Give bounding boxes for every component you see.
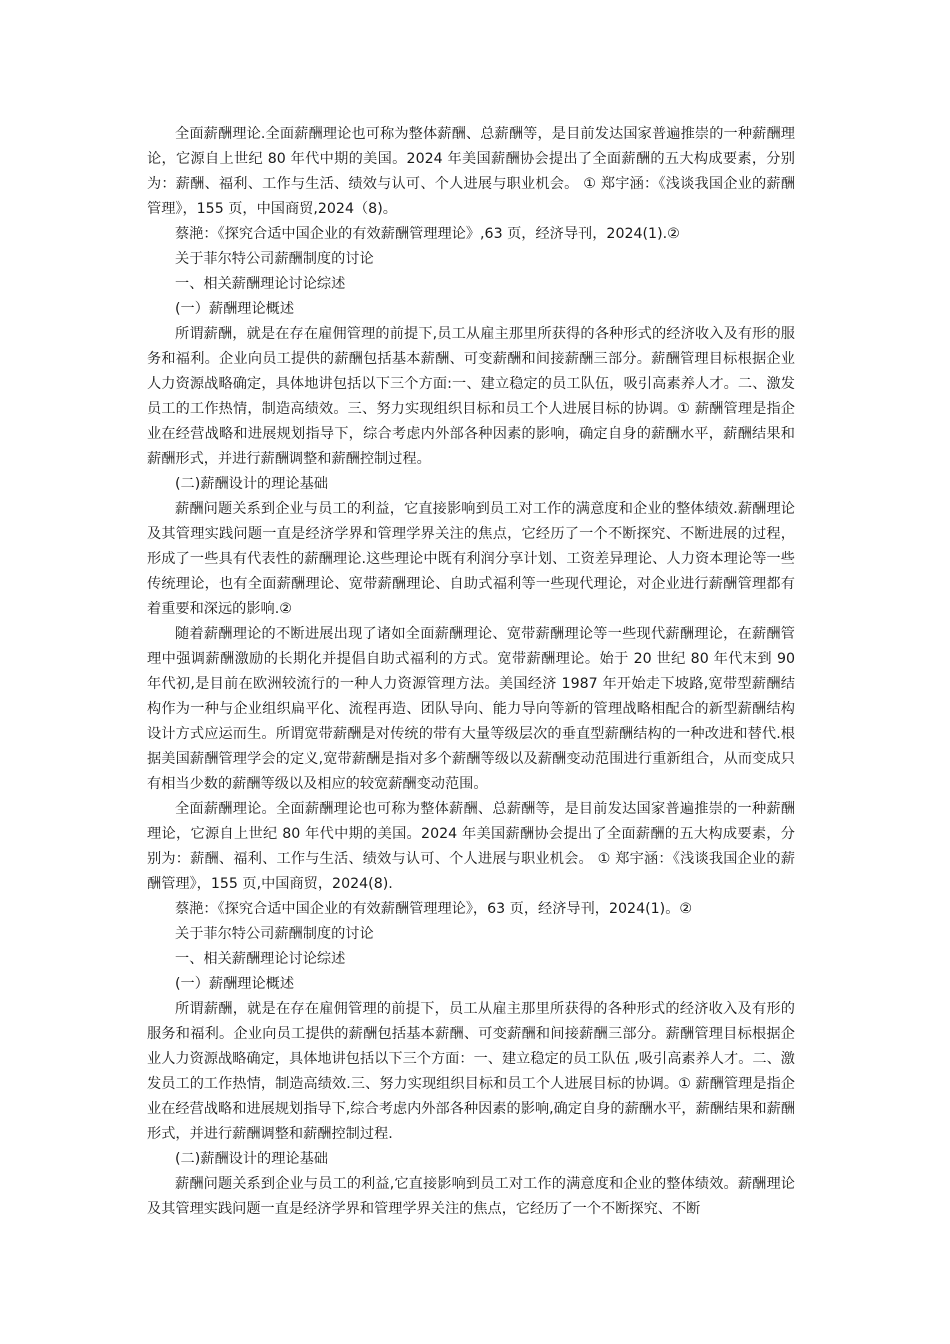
section-heading: 一、相关薪酬理论讨论综述 <box>175 951 346 967</box>
subsection-heading: (一）薪酬理论概述 <box>175 301 295 317</box>
paragraph: 随着薪酬理论的不断进展出现了诸如全面薪酬理论、宽带薪酬理论等一些现代薪酬理论，在薪酬管理中强调薪酬激励的长期化并提倡自助式福利的方式。宽带薪酬理论。始于 20 世纪 80 年代末到 90 年代初,是目前在欧洲较流行的一种人力资源管理方法。美国经济 1987 年开始走下坡路,宽带型薪酬结构作为一种与企业组织扁平化、流程再造、团队导向、能力导向等新的管理战略相配合的新型薪酬结构设计方式应运而生。所谓宽带薪酬是对传统的带有大量等级层次的垂直型薪酬结构的一种改进和替代.根据美国薪酬管理学会的定义,宽带薪酬是指对多个薪酬等级以及薪酬变动范围进行重新组合，从而变成只有相当少数的薪酬等级以及相应的较宽薪酬变动范围。 <box>147 626 795 792</box>
paragraph: 薪酬问题关系到企业与员工的利益，它直接影响到员工对工作的满意度和企业的整体绩效.薪酬理论及其管理实践问题一直是经济学界和管理学界关注的焦点，它经历了一个不断探究、不断进展的过程，形成了一些具有代表性的薪酬理论.这些理论中既有利润分享计划、工资差异理论、人力资本理论等一些传统理论，也有全面薪酬理论、宽带薪酬理论、自助式福利等一些现代理论，对企业进行薪酬管理都有着重要和深远的影响.② <box>147 501 795 617</box>
paragraph: 所谓薪酬，就是在存在雇佣管理的前提下，员工从雇主那里所获得的各种形式的经济收入及有形的服务和福利。企业向员工提供的薪酬包括基本薪酬、可变薪酬和间接薪酬三部分。薪酬管理目标根据企业人力资源战略确定，具体地讲包括以下三个方面：一、建立稳定的员工队伍 ,吸引高素养人才。二、激发员工的工作热情，制造高绩效.三、努力实现组织目标和员工个人进展目标的协调。① 薪酬管理是指企业在经营战略和进展规划指导下,综合考虑内外部各种因素的影响,确定自身的薪酬水平，薪酬结果和薪酬形式，并进行薪酬调整和薪酬控制过程. <box>147 1001 795 1142</box>
document-body <box>147 122 795 1222</box>
paragraph: 全面薪酬理论.全面薪酬理论也可称为整体薪酬、总薪酬等，是目前发达国家普遍推崇的一种薪酬理论，它源自上世纪 80 年代中期的美国。2024 年美国薪酬协会提出了全面薪酬的五大构成要素，分别为：薪酬、福利、工作与生活、绩效与认可、个人进展与职业机会。 ① 郑宇涵：《浅谈我国企业的薪酬管理》，155 页，中国商贸,2024（8)。 <box>147 126 795 217</box>
paragraph: 薪酬问题关系到企业与员工的利益,它直接影响到员工对工作的满意度和企业的整体绩效。薪酬理论及其管理实践问题一直是经济学界和管理学界关注的焦点，它经历了一个不断探究、不断 <box>147 1176 795 1217</box>
section-title: 关于菲尔特公司薪酬制度的讨论 <box>175 251 374 267</box>
section-heading: 一、相关薪酬理论讨论综述 <box>175 276 346 292</box>
subsection-heading: (一）薪酬理论概述 <box>175 976 295 992</box>
citation-paragraph: 蔡滟：《探究合适中国企业的有效薪酬管理理论》，63 页，经济导刊，2024(1)。② <box>175 901 693 917</box>
paragraph: 所谓薪酬，就是在存在雇佣管理的前提下,员工从雇主那里所获得的各种形式的经济收入及有形的服务和福利。企业向员工提供的薪酬包括基本薪酬、可变薪酬和间接薪酬三部分。薪酬管理目标根据企业人力资源战略确定，具体地讲包括以下三个方面:一、建立稳定的员工队伍，吸引高素养人才。二、激发员工的工作热情，制造高绩效。三、努力实现组织目标和员工个人进展目标的协调。① 薪酬管理是指企业在经营战略和进展规划指导下，综合考虑内外部各种因素的影响，确定自身的薪酬水平，薪酬结果和薪酬形式，并进行薪酬调整和薪酬控制过程。 <box>147 326 795 467</box>
section-title: 关于菲尔特公司薪酬制度的讨论 <box>175 926 374 942</box>
subsection-heading: (二)薪酬设计的理论基础 <box>175 476 328 492</box>
subsection-heading: (二)薪酬设计的理论基础 <box>175 1151 328 1167</box>
citation-paragraph: 蔡滟：《探究合适中国企业的有效薪酬管理理论》,63 页，经济导刊，2024(1).② <box>175 226 680 242</box>
paragraph: 全面薪酬理论。全面薪酬理论也可称为整体薪酬、总薪酬等，是目前发达国家普遍推崇的一种薪酬理论，它源自上世纪 80 年代中期的美国。2024 年美国薪酬协会提出了全面薪酬的五大构成要素，分别为：薪酬、福利、工作与生活、绩效与认可、个人进展与职业机会。 ① 郑宇涵：《浅谈我国企业的薪酬管理》，155 页,中国商贸，2024(8). <box>147 801 795 892</box>
